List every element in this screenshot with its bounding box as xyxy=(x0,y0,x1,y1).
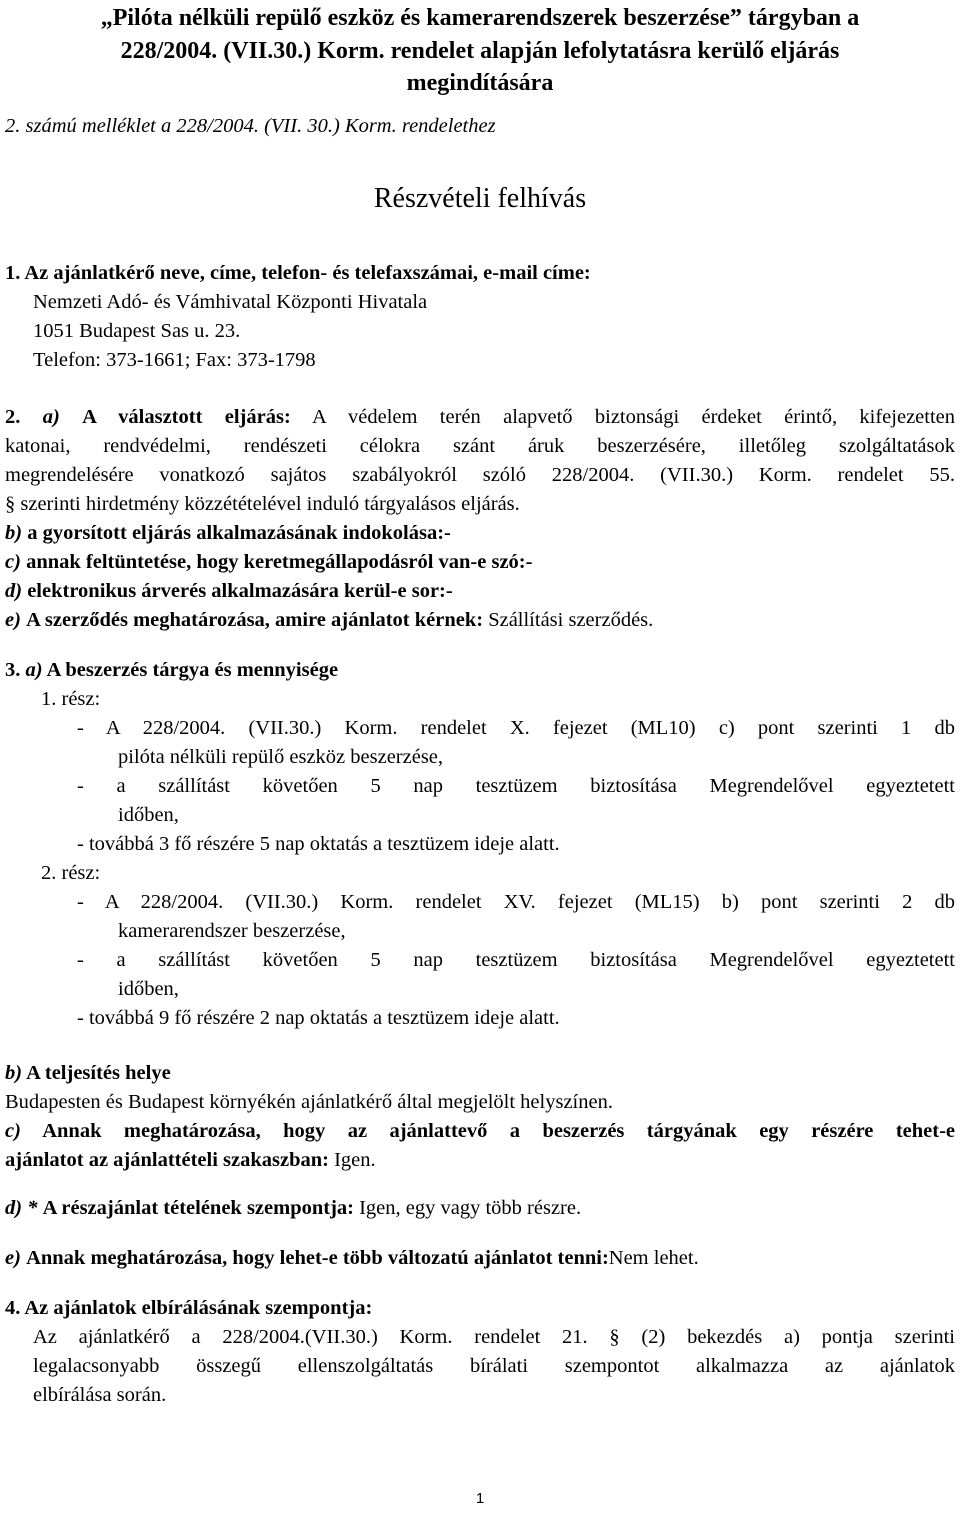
part-1-item-3: - továbbá 3 fő részére 5 nap oktatás a tesztüzem ideje alatt. xyxy=(77,833,560,855)
section-3c-label-2: ajánlatot az ajánlattételi szakaszban: xyxy=(5,1149,329,1171)
section-3c-line-1 xyxy=(5,1117,955,1146)
document-heading: Részvételi felhívás xyxy=(373,183,587,214)
section-2a-line-3: megrendelésére vonatkozó sajátos szabályokról szóló 228/2004. (VII.30.) Korm. rendelet 55. xyxy=(5,464,955,486)
section-3c-line-2 xyxy=(5,1146,376,1175)
part-2-label: 2. rész: xyxy=(41,862,101,884)
section-3c-label-1: Annak meghatározása, hogy az ajánlattevő a beszerzés tárgyának egy részére tehet-e xyxy=(42,1120,955,1142)
page-number: 1 xyxy=(475,1490,485,1507)
contact-phone-fax: Telefon: 373-1661; Fax: 373-1798 xyxy=(33,349,316,371)
section-3a xyxy=(5,656,338,685)
section-2e-label: A szerződés meghatározása, amire ajánlatot kérnek: xyxy=(26,609,484,631)
section-2e-letter: e) xyxy=(5,609,21,631)
section-3d xyxy=(5,1194,581,1223)
section-3b-label: A teljesítés helye xyxy=(26,1062,171,1084)
section-2d xyxy=(5,577,453,606)
section-3c-letter: c) xyxy=(5,1120,21,1142)
part-2-item-3: - továbbá 9 fő részére 2 nap oktatás a tesztüzem ideje alatt. xyxy=(77,1007,560,1029)
section-1-label: 1. Az ajánlatkérő neve, címe, telefon- és telefaxszámai, e-mail címe: xyxy=(5,262,591,284)
section-3d-value: Igen, egy vagy több részre. xyxy=(359,1197,582,1219)
section-3e-value: Nem lehet. xyxy=(608,1247,699,1269)
section-3b xyxy=(5,1059,171,1088)
section-4-line-1: Az ajánlatkérő a 228/2004.(VII.30.) Korm. rendelet 21. § (2) bekezdés a) pontja szerinti xyxy=(33,1326,955,1348)
section-2a-line-2: katonai, rendvédelmi, rendészeti célokra szánt áruk beszerzésére, illetőleg szolgáltatások xyxy=(5,435,955,457)
section-4-line-3: elbírálása során. xyxy=(33,1384,167,1406)
section-3a-label: A beszerzés tárgya és mennyisége xyxy=(46,659,339,681)
section-4-label: 4. Az ajánlatok elbírálásának szempontja: xyxy=(5,1297,373,1319)
part-1-item-1-line-2: pilóta nélküli repülő eszköz beszerzése, xyxy=(118,746,444,768)
section-4-line-2: legalacsonyabb összegű ellenszolgáltatás bírálati szempontot alkalmazza az ajánlatok xyxy=(33,1355,955,1377)
part-2-item-1-line-2: kamerarendszer beszerzése, xyxy=(118,920,346,942)
section-3e-letter: e) xyxy=(5,1247,21,1269)
title-line-3: megindítására xyxy=(406,70,554,96)
section-3e xyxy=(5,1244,699,1273)
title-line-2: 228/2004. (VII.30.) Korm. rendelet alapján lefolytatásra kerülő eljárás xyxy=(120,38,840,64)
annex-reference: 2. számú melléklet a 228/2004. (VII. 30.) Korm. rendelethez xyxy=(5,115,496,137)
title-line-1: „Pilóta nélküli repülő eszköz és kamerarendszerek beszerzése” tárgyban a xyxy=(100,5,860,31)
section-2a-line-4: § szerinti hirdetmény közzétételével induló tárgyalásos eljárás. xyxy=(5,493,520,515)
section-3e-label: Annak meghatározása, hogy lehet-e több változatú ajánlatot tenni: xyxy=(26,1247,609,1269)
section-2c xyxy=(5,548,532,577)
section-3b-value: Budapesten és Budapest környékén ajánlatkérő által megjelölt helyszínen. xyxy=(5,1091,613,1113)
section-2-number: 2. xyxy=(5,406,21,428)
section-2a-text-1: A védelem terén alapvető biztonsági érdeket érintő, kifejezetten xyxy=(312,406,956,428)
section-2a-letter: a) xyxy=(42,406,60,428)
contact-address: 1051 Budapest Sas u. 23. xyxy=(33,320,241,342)
section-2b-label: a gyorsított eljárás alkalmazásának indokolása:- xyxy=(27,522,451,544)
section-2a-line-1 xyxy=(5,403,955,432)
section-2e xyxy=(5,606,653,635)
part-2-item-1-line-1: - A 228/2004. (VII.30.) Korm. rendelet XV. fejezet (ML15) b) pont szerinti 2 db xyxy=(77,891,955,913)
part-1-item-1-line-1: - A 228/2004. (VII.30.) Korm. rendelet X. fejezet (ML10) c) pont szerinti 1 db xyxy=(77,717,955,739)
section-2a-label: A választott eljárás: xyxy=(82,406,291,428)
contact-org: Nemzeti Adó- és Vámhivatal Központi Hivatala xyxy=(33,291,428,313)
section-2b-letter: b) xyxy=(5,522,23,544)
part-1-item-2-line-1: - a szállítást követően 5 nap tesztüzem biztosítása Megrendelővel egyeztetett xyxy=(77,775,955,797)
section-2c-label: annak feltüntetése, hogy keretmegállapodásról van-e szó:- xyxy=(26,551,533,573)
section-3-number: 3. xyxy=(5,659,21,681)
section-3c-value: Igen. xyxy=(334,1149,376,1171)
part-2-item-2-line-1: - a szállítást követően 5 nap tesztüzem biztosítása Megrendelővel egyeztetett xyxy=(77,949,955,971)
section-2d-letter: d) xyxy=(5,580,23,602)
section-2d-label: elektronikus árverés alkalmazására kerül-e sor:- xyxy=(27,580,453,602)
part-1-item-2-line-2: időben, xyxy=(118,804,179,826)
section-2b xyxy=(5,519,451,548)
part-2-item-2-line-2: időben, xyxy=(118,978,179,1000)
section-3b-letter: b) xyxy=(5,1062,23,1084)
section-3a-letter: a) xyxy=(25,659,43,681)
section-2e-value: Szállítási szerződés. xyxy=(488,609,654,631)
section-3d-label: A részajánlat tételének szempontja: xyxy=(42,1197,354,1219)
section-3d-letter: d) * xyxy=(5,1197,38,1219)
section-2c-letter: c) xyxy=(5,551,21,573)
part-1-label: 1. rész: xyxy=(41,688,101,710)
